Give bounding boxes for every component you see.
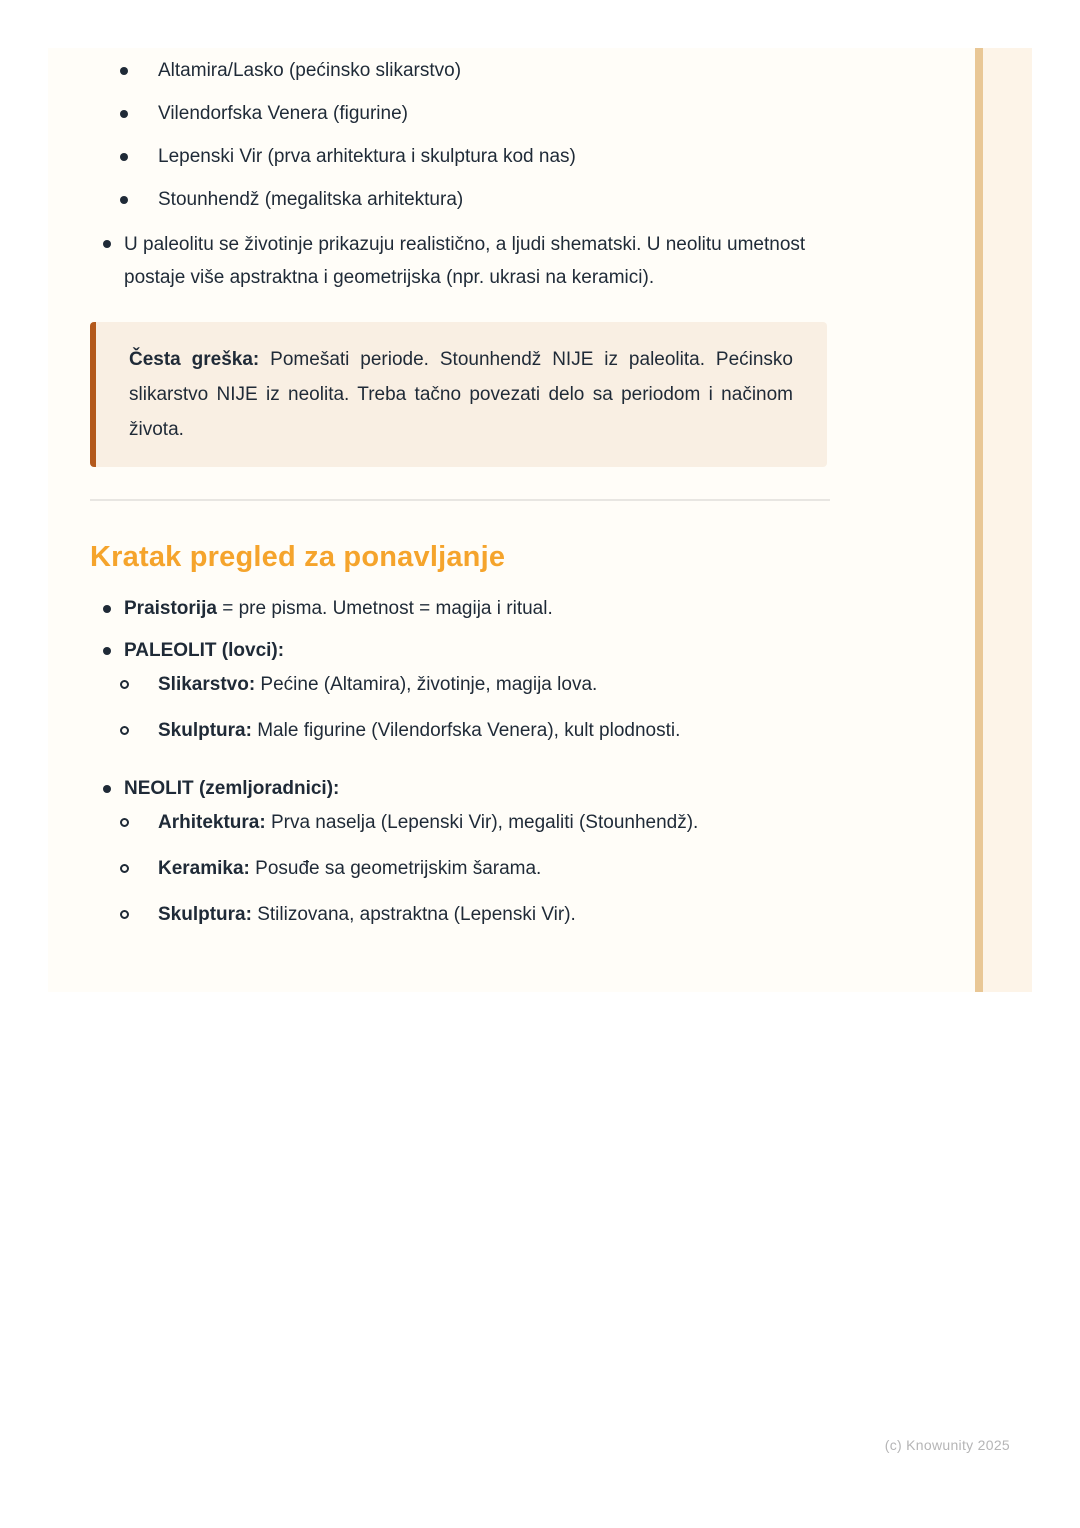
callout-text [129, 342, 793, 447]
list-item [90, 185, 975, 215]
list-item-text: Lepenski Vir (prva arhitektura i skulptura kod nas) [158, 146, 576, 167]
bullet-ring-icon [90, 716, 158, 735]
bullet-disc-icon [90, 99, 158, 118]
review-item-text [124, 594, 553, 624]
review-item-label: NEOLIT (zemljoradnici): [124, 778, 340, 799]
sub-item-text [158, 900, 576, 930]
sub-item-body: Prva naselja (Lepenski Vir), megaliti (Stounhendž). [265, 812, 699, 833]
copyright-text: (c) Knowunity 2025 [884, 1437, 1010, 1453]
sub-item-label: Skulptura: [158, 904, 252, 925]
review-item-label: PALEOLIT (lovci): [124, 640, 285, 661]
sub-item-text [158, 854, 541, 884]
sub-item-text [158, 670, 597, 700]
callout-body: Pomešati periode. Stounhendž NIJE iz paleolita. Pećinsko slikarstvo NIJE iz neolita. Treba tačno povezati delo sa periodom i načinom života. [129, 349, 794, 440]
document-page-card [48, 48, 975, 992]
sub-item-arhitektura [90, 808, 975, 838]
document-content [48, 48, 975, 946]
list-item [90, 99, 975, 129]
sub-item-body: Posuđe sa geometrijskim šarama. [249, 858, 542, 879]
common-mistake-callout [90, 322, 827, 467]
section-divider [90, 499, 830, 501]
sub-item-skulptura-neolit [90, 900, 975, 930]
review-item-body: = pre pisma. Umetnost = magija i ritual. [216, 598, 553, 619]
list-item [90, 142, 975, 172]
sub-item-body: Pećine (Altamira), životinje, magija lova. [255, 674, 598, 695]
sub-item-text [158, 716, 680, 746]
review-section-heading: Kratak pregled za ponavljanje [90, 541, 506, 573]
sub-item-label: Slikarstvo: [158, 674, 256, 695]
sub-item-skulptura [90, 716, 975, 746]
review-item-praistorija [90, 594, 975, 624]
page-edge-stripe [975, 48, 983, 992]
bullet-ring-icon [90, 670, 158, 689]
review-item-neolit [90, 774, 975, 946]
page-edge-band [983, 48, 1032, 992]
period-note-text: U paleolitu se životinje prikazuju realistično, a ljudi shematski. U neolitu umetnost postaje više apstraktna i geometrijska (npr. ukrasi na keramici). [124, 234, 806, 288]
list-item-text: Stounhendž (megalitska arhitektura) [158, 189, 464, 210]
callout-label: Česta greška: [129, 349, 260, 370]
bullet-ring-icon [90, 900, 158, 919]
sub-item-slikarstvo [90, 670, 975, 700]
review-item-paleolit [90, 636, 975, 762]
list-item [90, 56, 975, 86]
review-item-label: Praistorija [124, 598, 217, 619]
bullet-disc-icon [90, 142, 158, 161]
review-list [90, 594, 975, 946]
sub-item-label: Arhitektura: [158, 812, 266, 833]
sub-item-body: Stilizovana, apstraktna (Lepenski Vir). [251, 904, 576, 925]
bullet-ring-icon [90, 808, 158, 827]
prehistoric-works-list [90, 56, 975, 215]
sub-item-body: Male figurine (Vilendorfska Venera), kult plodnosti. [251, 720, 681, 741]
list-item [90, 228, 975, 294]
sub-item-keramika [90, 854, 975, 884]
list-item-text: Vilendorfska Venera (figurine) [158, 103, 408, 124]
period-note-list [90, 228, 975, 294]
bullet-disc-icon [90, 56, 158, 75]
bullet-disc-icon [90, 774, 124, 793]
bullet-disc-icon [90, 185, 158, 204]
list-item-text: Altamira/Lasko (pećinsko slikarstvo) [158, 60, 462, 81]
bullet-ring-icon [90, 854, 158, 873]
sub-item-text [158, 808, 698, 838]
sub-item-label: Skulptura: [158, 720, 252, 741]
neolit-sub-list [90, 808, 975, 946]
bullet-disc-icon [90, 228, 124, 248]
sub-item-label: Keramika: [158, 858, 250, 879]
paleolit-sub-list [90, 670, 975, 762]
bullet-disc-icon [90, 636, 124, 655]
bullet-disc-icon [90, 594, 124, 613]
